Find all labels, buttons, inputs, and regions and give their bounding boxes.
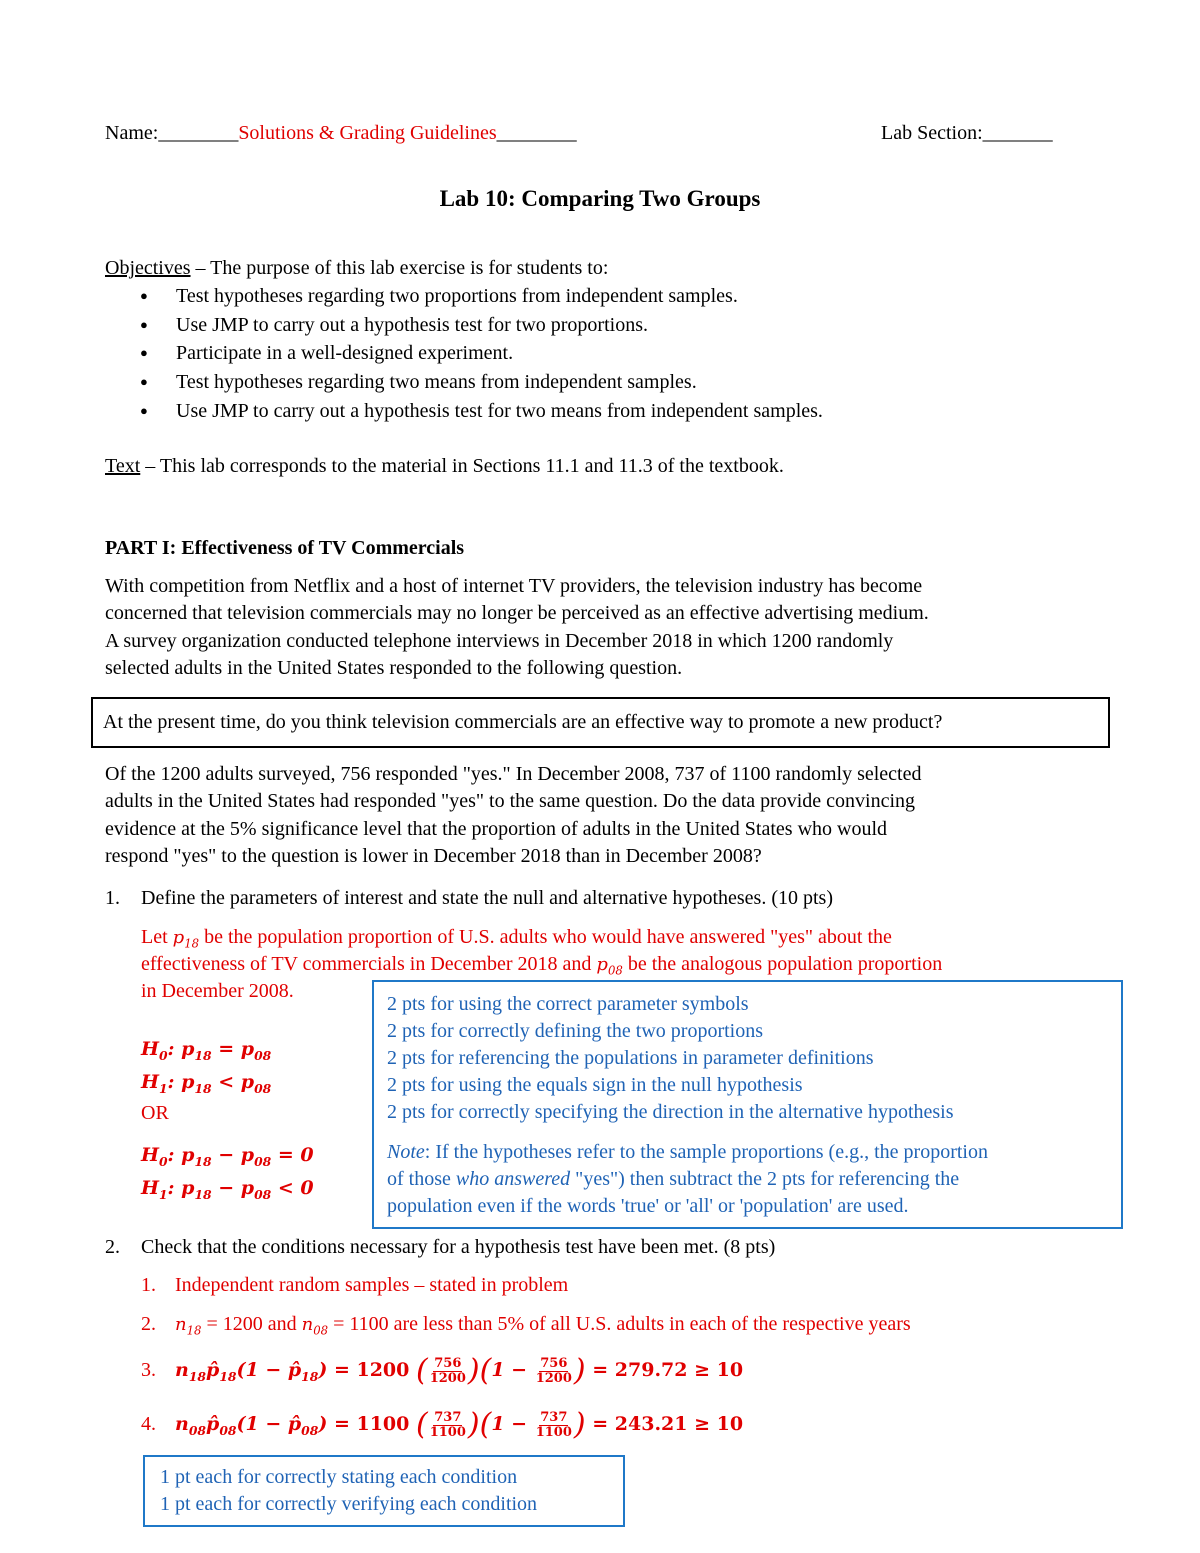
condition-2-text (175, 1311, 911, 1345)
objectives-intro (105, 255, 608, 282)
objectives-list (140, 282, 823, 426)
condition-4-number: 4. (141, 1413, 156, 1435)
fraction (430, 1411, 466, 1440)
hypotheses-set-2 (141, 1142, 314, 1208)
note-label: Note (387, 1141, 425, 1163)
note-emphasis: who answered (455, 1168, 571, 1190)
condition-1-number: 1. (141, 1274, 156, 1296)
lab-section-line (881, 120, 1053, 147)
q1-number: 1. (105, 887, 120, 909)
condition-2-number: 2. (141, 1313, 156, 1335)
null-hypothesis: $H_0$: $p_{18} - p_{08} = 0$ (141, 1144, 314, 1169)
lab-section-label: Lab Section: (881, 122, 983, 144)
name-value: Solutions & Grading Guidelines (238, 122, 497, 144)
paren: ) (467, 1353, 480, 1388)
condition-3-formula: $n_{18}p̂_{18}(1$ − $p̂_{18}) = 1200$ ( $\frac{756}{1200}$ )(1 − $\frac{756}{1200}$ ) = 279.72 ≥ 10 (175, 1353, 744, 1388)
part1-intro (105, 573, 929, 682)
objectives-intro-text: – The purpose of this lab exercise is for students to: (190, 257, 609, 279)
paren: ) (467, 1407, 480, 1442)
objective-item: ● Use JMP to carry out a hypothesis test for two proportions. (140, 311, 823, 340)
objective-item: ● Test hypotheses regarding two means from independent samples. (140, 368, 823, 397)
data-line: respond "yes" to the question is lower in December 2018 than in December 2008? (105, 844, 762, 867)
objective-item: ● Test hypotheses regarding two proportions from independent samples. (140, 282, 823, 311)
q1-prompt: Define the parameters of interest and state the null and alternative hypotheses. (10 pts) (141, 887, 833, 909)
part1-heading: PART I: Effectiveness of TV Commercials (105, 537, 465, 559)
data-line: adults in the United States had responded "yes" to the same question. Do the data provide convincing (105, 790, 916, 813)
name-blank-before: ________ (158, 122, 239, 144)
text-label: Text (105, 455, 141, 477)
grading-item: 2 pts for referencing the populations in parameter definitions (387, 1047, 874, 1069)
answer-text: effectiveness of TV commercials in December 2018 and (141, 953, 597, 975)
fraction-numerator: 737 (540, 1409, 568, 1425)
note-text: population even if the words 'true' or 'all' or 'population' are used. (387, 1195, 909, 1217)
paren: ( (479, 1353, 492, 1388)
fraction (536, 1411, 572, 1440)
objectives-label: Objectives (105, 257, 191, 279)
fraction-denominator: 1100 (535, 1424, 572, 1440)
name-line (105, 120, 577, 147)
q2-number: 2. (105, 1236, 120, 1258)
alternative-hypothesis: $H_1$: $p_{18} - p_{08} < 0$ (141, 1176, 314, 1202)
grading-item: 2 pts for using the equals sign in the null hypothesis (387, 1074, 803, 1096)
data-line: Of the 1200 adults surveyed, 756 responded "yes." In December 2008, 737 of 1100 randomly selected (105, 763, 922, 785)
lab-section-blank: _______ (982, 122, 1053, 144)
answer-text: be the analogous population proportion (622, 953, 943, 975)
fraction-numerator: 756 (434, 1355, 462, 1371)
q1-grading-list (387, 991, 954, 1126)
condition-result: = 279.72 ≥ 10 (592, 1359, 744, 1381)
q2-grading-box (143, 1455, 625, 1527)
fraction-denominator: 1100 (429, 1424, 466, 1440)
objective-item: ● Use JMP to carry out a hypothesis test for two means from independent samples. (140, 397, 823, 426)
answer-text: Let (141, 926, 173, 948)
hypotheses-set-1 (141, 1036, 271, 1102)
null-hypothesis: $H_0$: $p_{18} = p_{08}$ (141, 1038, 272, 1063)
paren: ( (416, 1353, 428, 1388)
condition-4-formula: $n_{08}p̂_{08}(1$ − $p̂_{08}) = 1100$ ( $\frac{737}{1100}$ )(1 − $\frac{737}{1100}$ ) = 243.21 ≥ 10 (175, 1407, 744, 1442)
p18-symbol: $p_{18}$ (172, 927, 200, 951)
condition-1-text: Independent random samples – stated in problem (175, 1274, 569, 1296)
name-label: Name: (105, 122, 159, 144)
fraction (430, 1357, 466, 1386)
grading-item: 2 pts for correctly defining the two proportions (387, 1020, 764, 1042)
grading-item: 1 pt each for correctly stating each condition (160, 1466, 518, 1488)
fraction-denominator: 1200 (535, 1370, 572, 1386)
paren: ( (479, 1407, 492, 1442)
note-text: : If the hypotheses refer to the sample proportions (e.g., the proportion (424, 1141, 988, 1163)
note-text: "yes") then subtract the 2 pts for referencing the (570, 1168, 960, 1190)
fraction-numerator: 737 (434, 1409, 462, 1425)
sample-size: 1200 (356, 1359, 410, 1381)
condition-3-number: 3. (141, 1359, 156, 1381)
fraction-denominator: 1200 (429, 1370, 466, 1386)
objective-item: ● Participate in a well-designed experiment. (140, 339, 823, 368)
alternative-hypothesis: $H_1$: $p_{18} < p_{08}$ (141, 1070, 272, 1096)
n18-symbol: $n_{18}$ (175, 1314, 202, 1338)
or-label: OR (141, 1102, 169, 1124)
p08-symbol: $p_{08}$ (596, 954, 623, 978)
note-text: of those (387, 1168, 456, 1190)
intro-line: A survey organization conducted telephone interviews in December 2018 in which 1200 randomly (105, 629, 894, 652)
intro-line: selected adults in the United States responded to the following question. (105, 656, 683, 679)
fraction (536, 1357, 572, 1386)
condition-text: = 1100 are less than 5% of all U.S. adults in each of the respective years (328, 1313, 911, 1335)
text-body: – This lab corresponds to the material in Sections 11.1 and 11.3 of the textbook. (140, 455, 784, 477)
sample-size: 1100 (356, 1413, 410, 1435)
part1-data-paragraph (105, 761, 922, 870)
q1-answer-line3: in December 2008. (141, 980, 294, 1002)
question-box (91, 697, 1110, 748)
condition-text: = 1200 and (201, 1313, 302, 1335)
n08-symbol: $n_{08}$ (301, 1314, 329, 1338)
intro-line: concerned that television commercials may no longer be perceived as an effective advertising medium. (105, 602, 929, 625)
paren: ) (573, 1353, 586, 1388)
page-title: Lab 10: Comparing Two Groups (439, 186, 761, 211)
grading-item: 1 pt each for correctly verifying each condition (160, 1493, 538, 1515)
q2-prompt: Check that the conditions necessary for a hypothesis test have been met. (8 pts) (141, 1236, 776, 1258)
q2-grading-list (160, 1464, 537, 1518)
grading-item: 2 pts for using the correct parameter symbols (387, 993, 749, 1015)
q1-grading-box (372, 980, 1123, 1229)
answer-text: be the population proportion of U.S. adults who would have answered "yes" about the (199, 926, 892, 948)
data-line: evidence at the 5% significance level that the proportion of adults in the United States who would (105, 817, 888, 840)
intro-line: With competition from Netflix and a host of internet TV providers, the television industry has become (105, 575, 923, 597)
fraction-numerator: 756 (540, 1355, 568, 1371)
grading-item: 2 pts for correctly specifying the direction in the alternative hypothesis (387, 1101, 954, 1123)
condition-result: = 243.21 ≥ 10 (592, 1413, 744, 1435)
survey-question: At the present time, do you think television commercials are an effective way to promote a new product? (103, 711, 943, 733)
name-blank-after: ________ (496, 122, 577, 144)
paren: ( (416, 1407, 428, 1442)
text-reference (105, 453, 784, 480)
grading-note (387, 1139, 988, 1220)
paren: ) (573, 1407, 586, 1442)
